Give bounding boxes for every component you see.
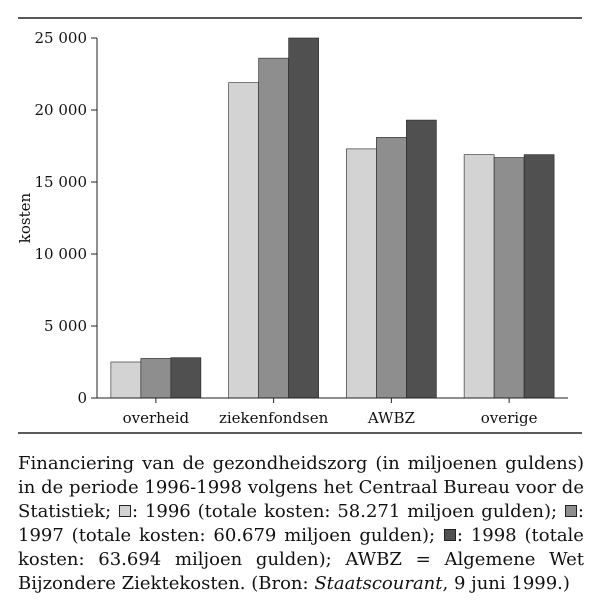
y-tick-label: 10 000 xyxy=(34,245,87,263)
bar-overheid-1996 xyxy=(111,362,141,398)
legend-swatch-1998 xyxy=(444,529,456,541)
bar-ziekenfondsen-1997 xyxy=(259,58,289,398)
y-axis-label: kosten xyxy=(16,192,34,244)
bar-overige-1996 xyxy=(464,155,494,398)
caption-abbreviation: AWBZ = Algemene Wet Bijzondere Ziektekosten. (Bron: xyxy=(18,549,584,594)
source-title: Staatscourant xyxy=(314,573,443,594)
x-tick-label: AWBZ xyxy=(367,409,415,427)
y-tick-label: 20 000 xyxy=(34,101,87,119)
y-axis xyxy=(35,29,98,407)
bar-ziekenfondsen-1996 xyxy=(229,83,259,398)
bar-AWBZ-1998 xyxy=(406,120,436,398)
x-tick-label: overige xyxy=(480,409,538,427)
legend-text-1996: : 1996 (totale kosten: 58.271 miljoen gulden); xyxy=(132,501,558,522)
x-tick-label: overheid xyxy=(122,409,190,427)
bar-overheid-1997 xyxy=(141,358,171,398)
bar-AWBZ-1997 xyxy=(376,137,406,398)
bars xyxy=(111,38,554,398)
caption-text: Financiering van de gezondheidszorg (in miljoenen guldens) in de periode 1996-1998 volgens het Centraal Bureau voor de Statistiek; xyxy=(18,453,584,522)
y-tick-label: 15 000 xyxy=(34,173,87,191)
legend-swatch-1996 xyxy=(119,505,131,517)
x-tick-label: ziekenfondsen xyxy=(218,409,329,427)
y-tick-label: 5 000 xyxy=(44,317,87,335)
bar-ziekenfondsen-1998 xyxy=(289,38,319,398)
bar-AWBZ-1996 xyxy=(346,149,376,398)
y-tick-label: 25 000 xyxy=(34,29,87,47)
y-tick-label: 0 xyxy=(77,389,87,407)
legend-text-1997: : 1997 (totale kosten: 60.679 miljoen gulden); xyxy=(18,501,584,546)
source-date: , 9 juni 1999.) xyxy=(442,573,570,594)
legend-swatch-1997 xyxy=(565,505,577,517)
bar-overheid-1998 xyxy=(171,358,201,398)
x-axis-labels xyxy=(123,398,538,427)
bar-overige-1998 xyxy=(524,155,554,398)
legend-text-1998: : 1998 (totale kosten: 63.694 miljoen gulden); xyxy=(18,525,584,570)
bar-overige-1997 xyxy=(494,158,524,398)
figure-caption xyxy=(18,452,584,596)
